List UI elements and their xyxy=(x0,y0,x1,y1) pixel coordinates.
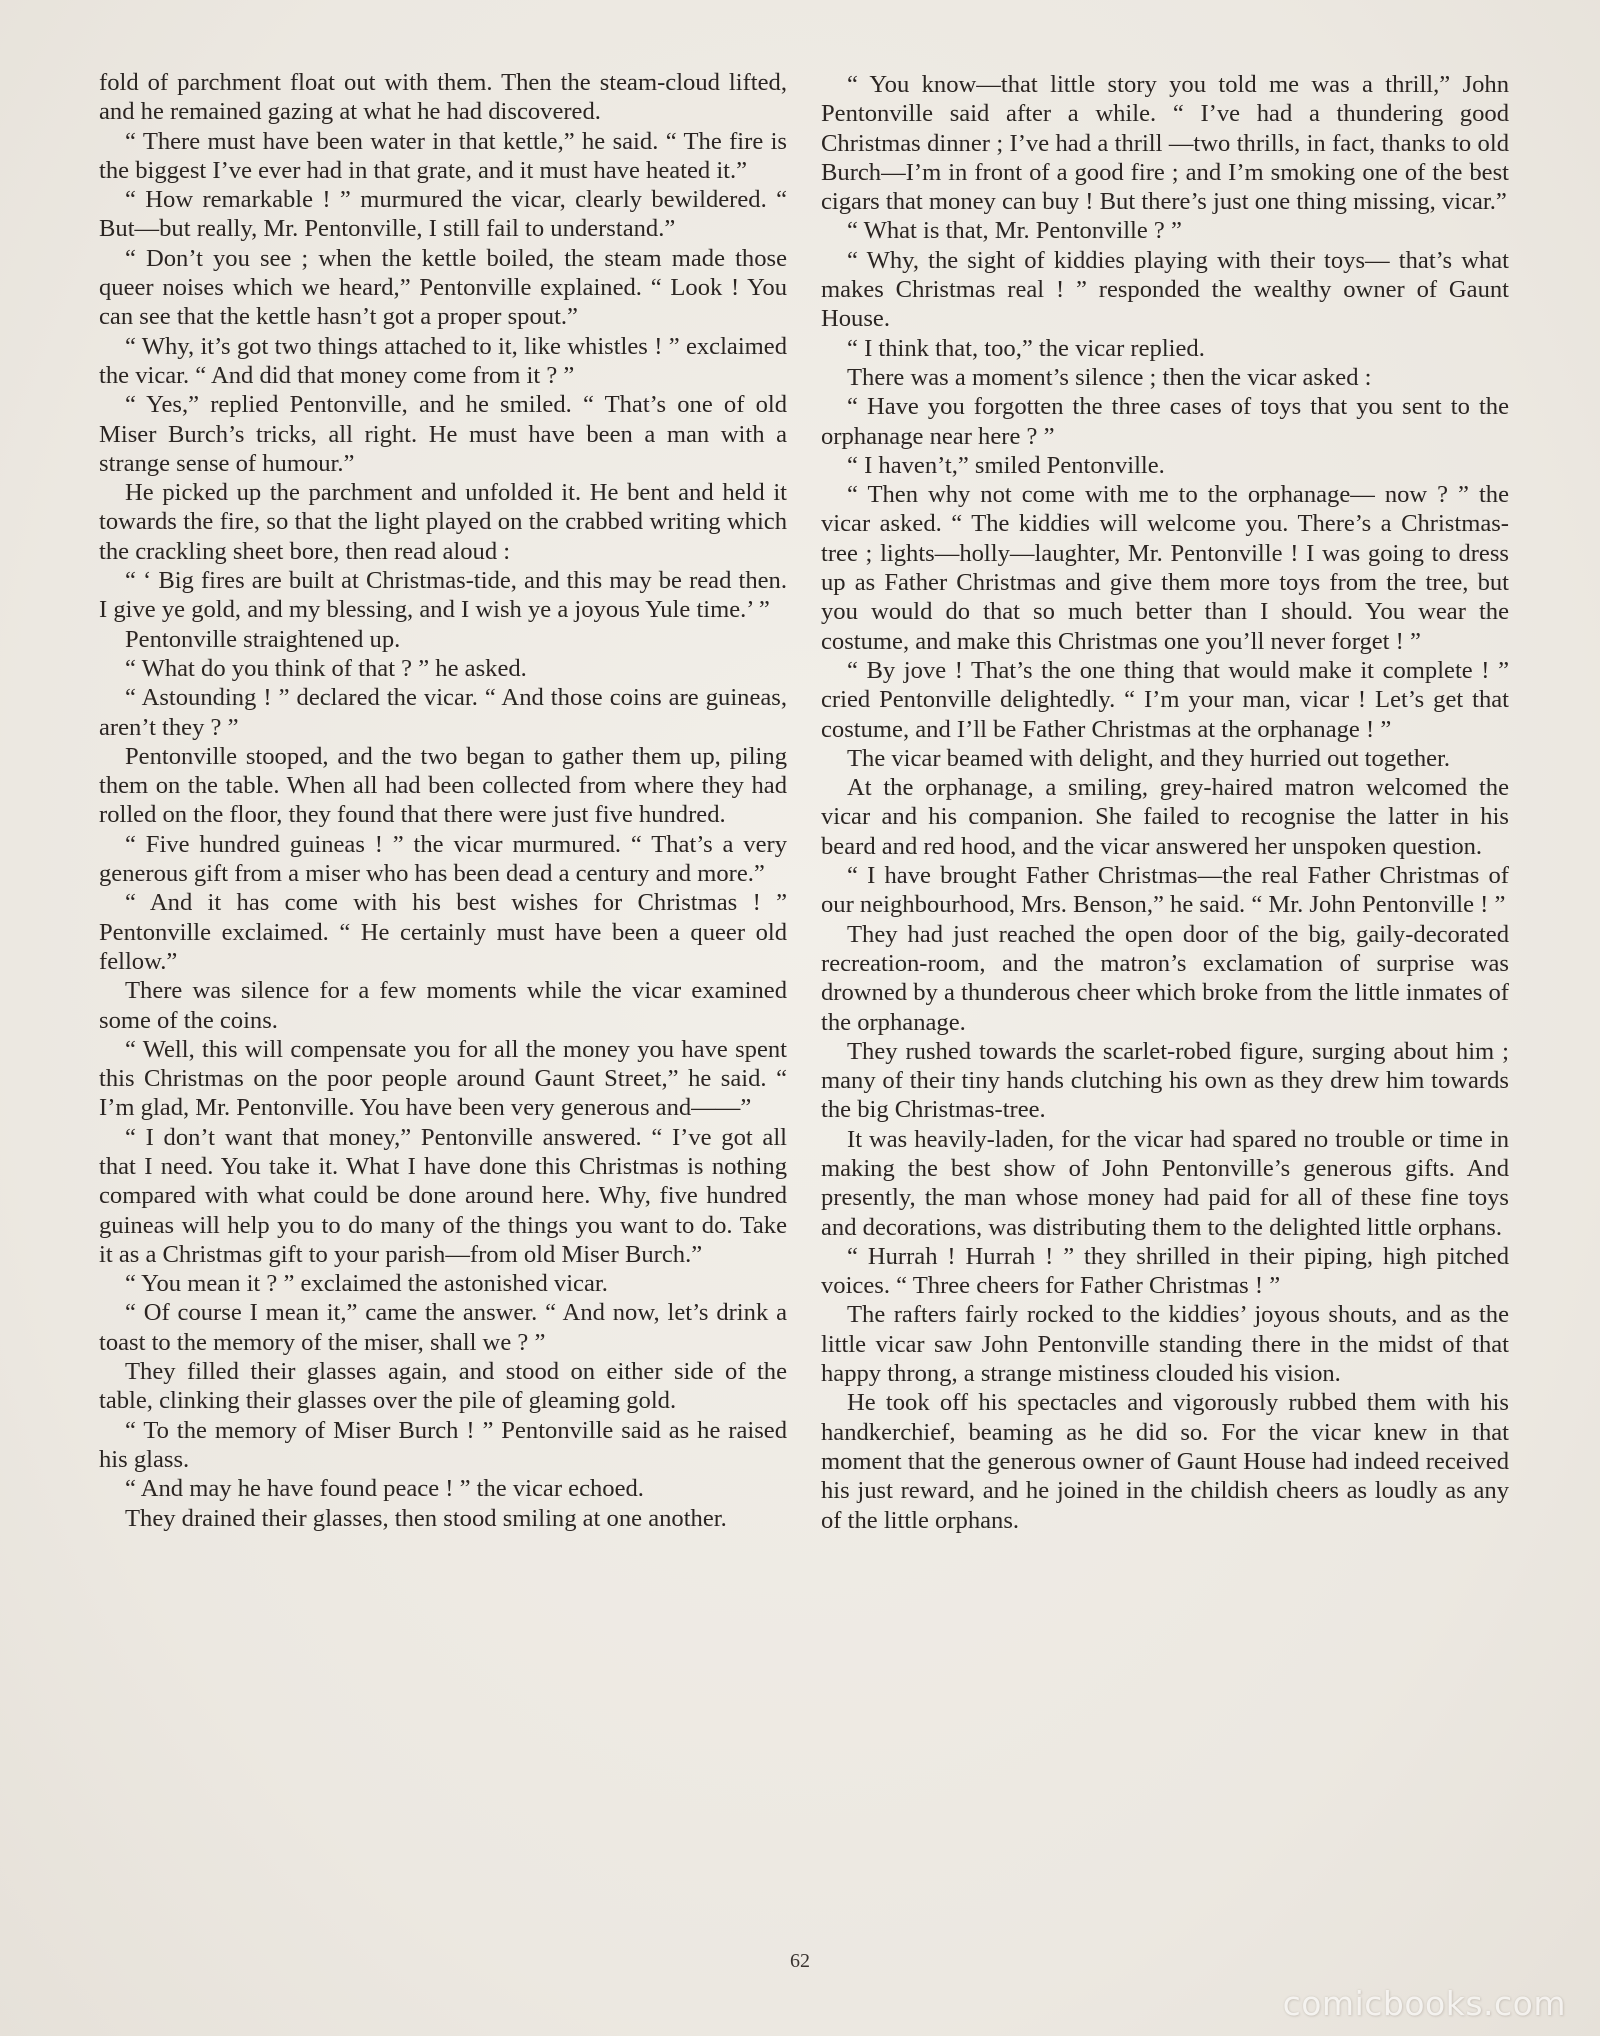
paragraph: “ I think that, too,” the vicar replied. xyxy=(847,334,1205,362)
paragraph: “ I haven’t,” smiled Pentonville. xyxy=(847,451,1165,479)
left-text-column xyxy=(99,68,787,1533)
paragraph: There was a moment’s silence ; then the vicar asked : xyxy=(847,363,1372,391)
paragraph: They filled their glasses again, and stood on either side of the table, clinking their glasses over the pile of gleaming gold. xyxy=(99,1358,787,1415)
paragraph: “ And may he have found peace ! ” the vicar echoed. xyxy=(125,1475,644,1503)
paragraph: “ Five hundred guineas ! ” the vicar murmured. “ That’s a very generous gift from a miser who has been dead a century and more.” xyxy=(99,830,787,888)
paragraph: There was silence for a few moments while the vicar examined some of the coins. xyxy=(99,977,787,1034)
paragraph: “ Have you forgotten the three cases of toys that you sent to the orphanage near here ? ” xyxy=(821,393,1509,450)
paragraph: “ Hurrah ! Hurrah ! ” they shrilled in their piping, high pitched voices. “ Three cheers for Father Christmas ! ” xyxy=(821,1242,1509,1300)
paragraph: “ Then why not come with me to the orphanage— now ? ” the vicar asked. “ The kiddies will welcome you. There’s a Christmas-tree ; lights—holly—laughter, Mr. Pentonville ! I was going to dress up as Father Christmas and give them more toys from the tree, but you would do that so much better than I should. You wear the costume, and make this Christmas one you’ll never forget ! ” xyxy=(821,481,1509,655)
paragraph: “ There must have been water in that kettle,” he said. “ The fire is the biggest I’ve ever had in that grate, and it must have heated it.” xyxy=(99,127,787,184)
paragraph: “ To the memory of Miser Burch ! ” Pentonville said as he raised his glass. xyxy=(99,1416,787,1473)
paragraph: He took off his spectacles and vigorously rubbed them with his handkerchief, beaming as he did so. For the vicar knew in that moment that the generous owner of Gaunt House had indeed received his just reward, and he joined in the childish cheers as loudly as any of the little orphans. xyxy=(821,1389,1509,1534)
paragraph: He picked up the parchment and unfolded it. He bent and held it towards the fire, so that the light played on the crabbed writing which the crackling sheet bore, then read aloud : xyxy=(99,479,787,565)
paragraph: “ Well, this will compensate you for all the money you have spent this Christmas on the poor people around Gaunt Street,” he said. “ I’m glad, Mr. Pentonville. You have been very generous and——” xyxy=(99,1035,787,1122)
paragraph: “ Of course I mean it,” came the answer. “ And now, let’s drink a toast to the memory of the miser, shall we ? ” xyxy=(99,1299,787,1356)
watermark: comicbooks.com xyxy=(1282,1984,1566,2023)
paragraph: They drained their glasses, then stood smiling at one another. xyxy=(125,1504,727,1532)
paragraph: “ By jove ! That’s the one thing that would make it complete ! ” cried Pentonville delightedly. “ I’m your man, vicar ! Let’s get that costume, and I’ll be Father Christmas at the orphanage ! ” xyxy=(821,656,1509,743)
paragraph: “ What is that, Mr. Pentonville ? ” xyxy=(847,217,1182,245)
paragraph: “ I don’t want that money,” Pentonville answered. “ I’ve got all that I need. You take it. What I have done this Christmas is nothing compared with what could be done around here. Why, five hundred guineas will help you to do many of the things you want to do. Take it as a Christmas gift to your parish—from old Miser Burch.” xyxy=(99,1123,787,1268)
paragraph: Pentonville straightened up. xyxy=(125,625,401,653)
paragraph: The rafters fairly rocked to the kiddies’ joyous shouts, and as the little vicar saw John Pentonville standing there in the midst of that happy throng, a strange mistiness clouded his vision. xyxy=(821,1301,1509,1388)
paragraph: Pentonville stooped, and the two began to gather them up, piling them on the table. When all had been collected from where they had rolled on the floor, they found that there were just five hundred. xyxy=(99,742,787,829)
paragraph: “ You know—that little story you told me was a thrill,” John Pentonville said after a while. “ I’ve had a thundering good Christmas dinner ; I’ve had a thrill —two thrills, in fact, thanks to old Burch—I’m in front of a good fire ; and I’m smoking one of the best cigars that money can buy ! But there’s just one thing missing, vicar.” xyxy=(821,71,1509,216)
page-number: 62 xyxy=(790,1950,810,1972)
paragraph: “ Astounding ! ” declared the vicar. “ And those coins are guineas, aren’t they ? ” xyxy=(99,684,787,741)
paragraph: “ Why, the sight of kiddies playing with their toys— that’s what makes Christmas real ! ” responded the wealthy owner of Gaunt House. xyxy=(821,246,1509,333)
paragraph: “ How remarkable ! ” murmured the vicar, clearly bewildered. “ But—but really, Mr. Pentonville, I still fail to understand.” xyxy=(99,186,787,243)
paragraph: “ Why, it’s got two things attached to it, like whistles ! ” exclaimed the vicar. “ And did that money come from it ? ” xyxy=(99,332,787,389)
paragraph: “ What do you think of that ? ” he asked. xyxy=(125,654,527,682)
paragraph: “ Yes,” replied Pentonville, and he smiled. “ That’s one of old Miser Burch’s tricks, all right. He must have been a man with a strange sense of humour.” xyxy=(99,391,787,477)
paragraph: The vicar beamed with delight, and they hurried out together. xyxy=(847,744,1451,772)
paragraph: fold of parchment float out with them. Then the steam-cloud lifted, and he remained gazing at what he had discovered. xyxy=(99,69,787,126)
paragraph: “ I have brought Father Christmas—the real Father Christmas of our neighbourhood, Mrs. Benson,” he said. “ Mr. John Pentonville ! ” xyxy=(821,862,1509,919)
paragraph: “ And it has come with his best wishes for Christmas ! ” Pentonville exclaimed. “ He certainly must have been a queer old fellow.” xyxy=(99,889,787,975)
paragraph: “ ‘ Big fires are built at Christmas-tide, and this may be read then. I give ye gold, and my blessing, and I wish ye a joyous Yule time.’ ” xyxy=(99,567,787,624)
paragraph: They had just reached the open door of the big, gaily-decorated recreation-room, and the matron’s exclamation of surprise was drowned by a thunderous cheer which broke from the little inmates of the orphanage. xyxy=(821,920,1509,1036)
paragraph: They rushed towards the scarlet-robed figure, surging about him ; many of their tiny hands clutching his own as they drew him towards the big Christmas-tree. xyxy=(821,1037,1509,1124)
paragraph: “ Don’t you see ; when the kettle boiled, the steam made those queer noises which we heard,” Pentonville explained. “ Look ! You can see that the kettle hasn’t got a proper spout.” xyxy=(99,244,787,331)
paragraph: At the orphanage, a smiling, grey-haired matron welcomed the vicar and his companion. She failed to recognise the latter in his beard and red hood, and the vicar answered her unspoken question. xyxy=(821,774,1509,860)
paragraph: “ You mean it ? ” exclaimed the astonished vicar. xyxy=(125,1270,608,1298)
paragraph: It was heavily-laden, for the vicar had spared no trouble or time in making the best show of John Pentonville’s generous gifts. And presently, the man whose money had paid for all of these fine toys and decorations, was distributing them to the delighted little orphans. xyxy=(821,1125,1509,1241)
right-text-column xyxy=(821,70,1509,1535)
